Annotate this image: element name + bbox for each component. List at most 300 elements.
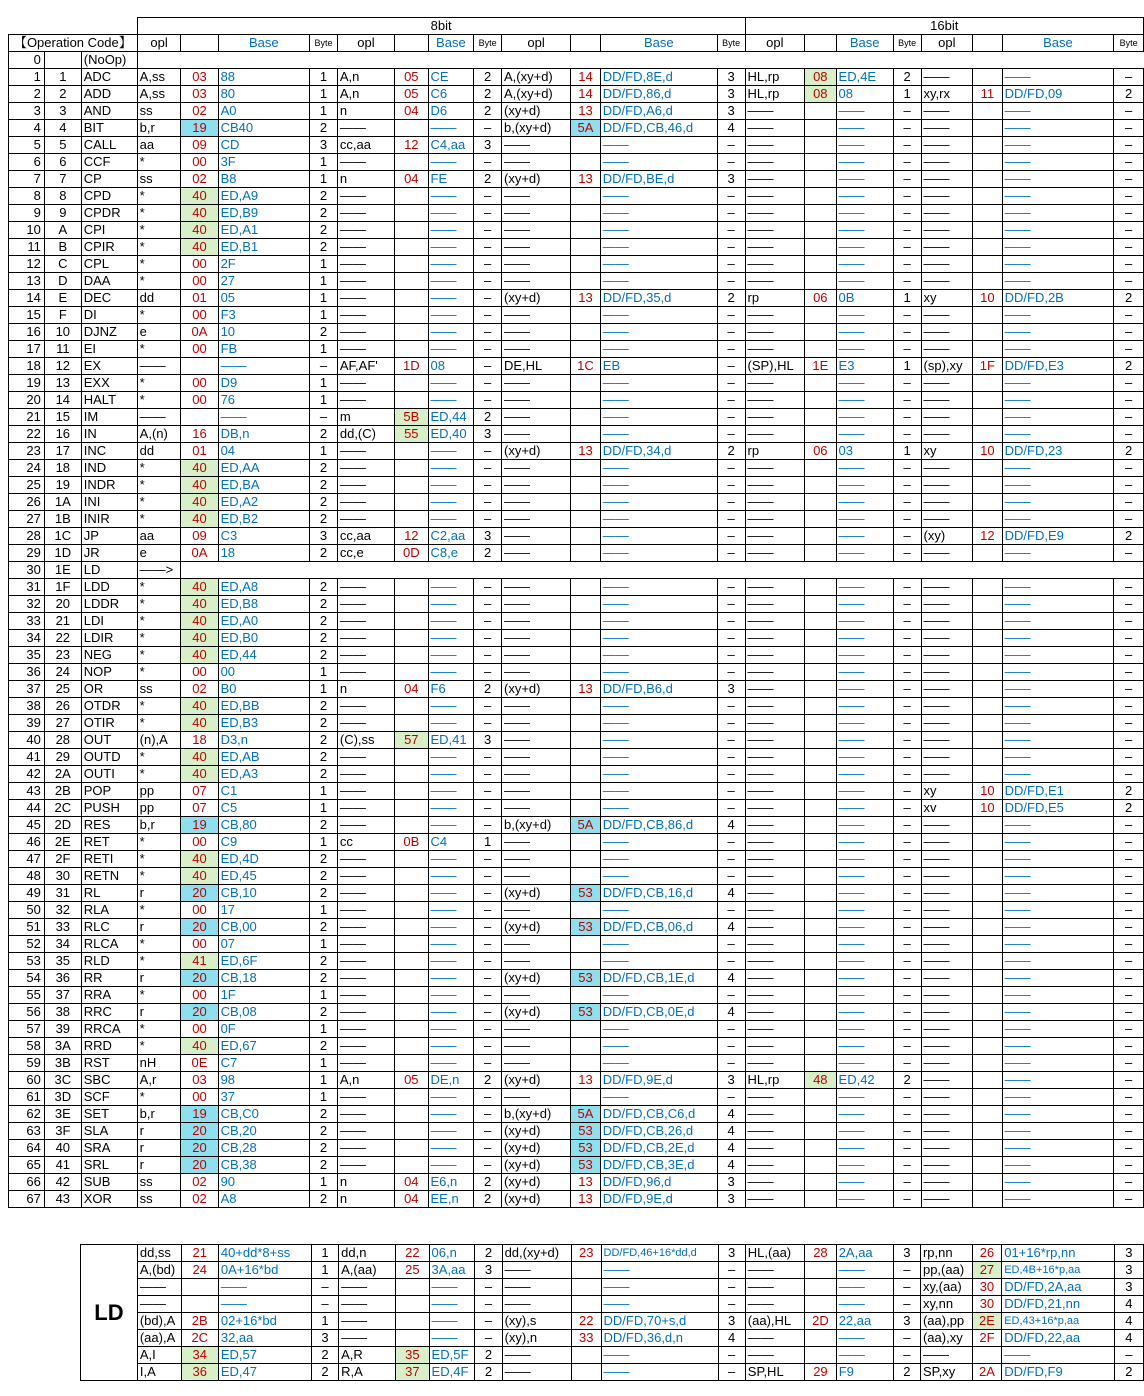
opcode <box>395 154 428 171</box>
base: DD/FD,9E,d <box>600 1072 717 1089</box>
byte: – <box>1114 1004 1144 1021</box>
byte: – <box>717 154 745 171</box>
opcode: 21 <box>181 1245 218 1262</box>
byte: 1 <box>893 290 921 307</box>
opcode <box>571 1021 601 1038</box>
opcode: 5A <box>571 120 601 137</box>
row-index: 56 <box>9 1004 45 1021</box>
opl: —— <box>921 1089 973 1106</box>
byte: – <box>717 834 745 851</box>
row-index: 45 <box>9 817 45 834</box>
opcode <box>571 324 601 341</box>
byte: – <box>474 324 502 341</box>
base: DD/FD,F9 <box>1002 1364 1114 1381</box>
base: —— <box>1002 137 1114 154</box>
base: —— <box>1002 1055 1114 1072</box>
table-row <box>9 222 1144 239</box>
mnemonic: RES <box>81 817 137 834</box>
opl: —— <box>337 987 394 1004</box>
row-index: 39 <box>9 715 45 732</box>
opcode <box>805 732 836 749</box>
opcode <box>395 375 428 392</box>
opl: (xy+d) <box>502 1072 571 1089</box>
row-index: 55 <box>9 987 45 1004</box>
mnemonic: RET <box>81 834 137 851</box>
opl: —— <box>337 783 394 800</box>
base: —— <box>601 1279 718 1296</box>
mnemonic: DAA <box>81 273 137 290</box>
byte: 2 <box>310 698 338 715</box>
hex-index: 8 <box>44 188 81 205</box>
byte: – <box>893 953 921 970</box>
base: —— <box>428 1021 474 1038</box>
opcode <box>973 171 1003 188</box>
byte: 4 <box>718 1330 745 1347</box>
base: —— <box>836 902 893 919</box>
opl: —— <box>921 69 973 86</box>
byte: 4 <box>717 970 745 987</box>
byte: – <box>474 460 502 477</box>
header-operation-code: 【Operation Code】 <box>9 35 138 52</box>
hex-index: 42 <box>44 1174 81 1191</box>
opl: —— <box>337 460 394 477</box>
base: DD/FD,B6,d <box>600 681 717 698</box>
base: —— <box>836 715 893 732</box>
base: —— <box>1002 579 1114 596</box>
row-index: 63 <box>9 1123 45 1140</box>
opl: —— <box>921 1106 973 1123</box>
opl: —— <box>921 256 973 273</box>
byte: 1 <box>310 273 338 290</box>
mnemonic: OTIR <box>81 715 137 732</box>
opcode <box>973 749 1003 766</box>
base: —— <box>836 392 893 409</box>
opcode: 20 <box>181 1123 218 1140</box>
base: —— <box>600 460 717 477</box>
byte: – <box>1114 1038 1144 1055</box>
opl: —— <box>337 511 394 528</box>
byte: 2 <box>310 477 338 494</box>
opcode <box>571 1038 601 1055</box>
opl: —— <box>745 1330 804 1347</box>
byte: – <box>1114 1021 1144 1038</box>
byte: – <box>474 1038 502 1055</box>
opcode: 08 <box>805 86 836 103</box>
byte: – <box>474 1106 502 1123</box>
opl: —— <box>745 902 805 919</box>
opl: b,r <box>137 817 181 834</box>
opcode <box>395 1157 428 1174</box>
byte: – <box>893 817 921 834</box>
opl: —— <box>502 613 571 630</box>
byte: – <box>474 205 502 222</box>
base: —— <box>1002 1004 1114 1021</box>
byte: – <box>1114 426 1144 443</box>
byte: – <box>1114 902 1144 919</box>
mnemonic: LDDR <box>81 596 137 613</box>
byte: 3 <box>717 1072 745 1089</box>
opl: cc,aa <box>337 137 394 154</box>
base: —— <box>836 1330 893 1347</box>
hex-index: 3C <box>44 1072 81 1089</box>
byte: – <box>893 222 921 239</box>
mnemonic: LDIR <box>81 630 137 647</box>
opcode: 13 <box>571 1072 601 1089</box>
opl: (xy),s <box>502 1313 571 1330</box>
opl: —— <box>745 715 805 732</box>
byte: 2 <box>310 222 338 239</box>
opl: AF,AF' <box>337 358 394 375</box>
header-opl: opl <box>921 35 973 52</box>
table-row <box>9 1106 1144 1123</box>
base: —— <box>836 341 893 358</box>
opcode <box>571 545 601 562</box>
opl: —— <box>745 851 805 868</box>
base: DD/FD,2A,aa <box>1002 1279 1114 1296</box>
opcode <box>973 715 1003 732</box>
opcode: 30 <box>972 1279 1002 1296</box>
opcode: 27 <box>972 1262 1002 1279</box>
byte: 4 <box>717 885 745 902</box>
opcode <box>395 596 428 613</box>
byte: – <box>717 375 745 392</box>
byte: – <box>1114 1174 1144 1191</box>
row-index: 31 <box>9 579 45 596</box>
opl: —— <box>337 817 394 834</box>
mnemonic: JR <box>81 545 137 562</box>
base: 40+dd*8+ss <box>218 1245 311 1262</box>
opcode <box>181 358 218 375</box>
opl: —— <box>337 1140 394 1157</box>
opl: * <box>137 868 181 885</box>
opl: —— <box>745 596 805 613</box>
byte: 2 <box>311 1347 338 1364</box>
opl: —— <box>337 1123 394 1140</box>
opl: —— <box>502 851 571 868</box>
ld-row <box>81 1313 1144 1330</box>
byte: 2 <box>475 1364 502 1381</box>
opcode: 04 <box>395 1191 428 1208</box>
base: —— <box>1002 324 1114 341</box>
byte: 1 <box>311 1313 338 1330</box>
byte: – <box>893 851 921 868</box>
base: E6,n <box>428 1174 474 1191</box>
opcode: 40 <box>181 766 218 783</box>
ld-rows <box>81 1245 1144 1381</box>
opl: —— <box>337 613 394 630</box>
opcode <box>973 324 1003 341</box>
byte: 4 <box>717 1106 745 1123</box>
opl: —— <box>337 1004 394 1021</box>
opcode <box>396 1330 429 1347</box>
opcode <box>973 477 1003 494</box>
byte: – <box>893 834 921 851</box>
byte: – <box>893 256 921 273</box>
hex-index: 39 <box>44 1021 81 1038</box>
opl: —— <box>502 426 571 443</box>
hex-index: 6 <box>44 154 81 171</box>
byte: 3 <box>893 1245 920 1262</box>
base: ED,BA <box>218 477 310 494</box>
base: —— <box>428 205 474 222</box>
opcode <box>805 1157 836 1174</box>
byte: 3 <box>310 528 338 545</box>
opl: —— <box>745 766 805 783</box>
row-index: 33 <box>9 613 45 630</box>
opcode: 53 <box>571 1157 601 1174</box>
opcode <box>395 698 428 715</box>
byte: 1 <box>310 664 338 681</box>
row-index: 10 <box>9 222 45 239</box>
opl: cc,aa <box>337 528 394 545</box>
opcode <box>395 1089 428 1106</box>
mnemonic: AND <box>81 103 137 120</box>
opl: —— <box>921 239 973 256</box>
opl: —— <box>337 800 394 817</box>
base: CB,18 <box>218 970 310 987</box>
opl: ss <box>137 103 181 120</box>
table-row <box>9 375 1144 392</box>
opcode <box>973 953 1003 970</box>
opcode <box>973 137 1003 154</box>
byte: – <box>474 511 502 528</box>
opl: b,r <box>137 120 181 137</box>
opcode <box>805 783 836 800</box>
opcode <box>805 171 836 188</box>
opl: —— <box>337 1089 394 1106</box>
opcode: 20 <box>181 970 218 987</box>
opl: —— <box>745 1279 804 1296</box>
base: ED,67 <box>218 1038 310 1055</box>
base: —— <box>836 120 893 137</box>
opl: —— <box>745 205 805 222</box>
base: DD/FD,CB,1E,d <box>600 970 717 987</box>
opcode: 5B <box>395 409 428 426</box>
opcode: 40 <box>181 851 218 868</box>
opcode: 14 <box>571 69 601 86</box>
opcode <box>805 494 836 511</box>
base: —— <box>836 171 893 188</box>
byte: – <box>474 868 502 885</box>
byte: – <box>717 137 745 154</box>
opl: —— <box>502 800 571 817</box>
base: ED,AB <box>218 749 310 766</box>
header-base: Base <box>428 35 474 52</box>
opl: —— <box>745 970 805 987</box>
opcode <box>805 613 836 630</box>
opl: —— <box>337 205 394 222</box>
byte: – <box>311 1296 338 1313</box>
opcode: 14 <box>571 86 601 103</box>
mnemonic: RRA <box>81 987 137 1004</box>
byte: – <box>474 341 502 358</box>
base: —— <box>1002 698 1114 715</box>
byte: – <box>1114 953 1144 970</box>
opcode <box>395 392 428 409</box>
opcode: 10 <box>973 800 1003 817</box>
hex-index: 1D <box>44 545 81 562</box>
opl: —— <box>339 1330 396 1347</box>
opcode <box>571 630 601 647</box>
opcode <box>572 1296 601 1313</box>
opl: —— <box>745 324 805 341</box>
base: —— <box>428 936 474 953</box>
base: —— <box>836 103 893 120</box>
base: DD/FD,96,d <box>600 1174 717 1191</box>
mnemonic: JP <box>81 528 137 545</box>
hex-index: 2 <box>44 86 81 103</box>
opl: —— <box>745 154 805 171</box>
mnemonic: SLA <box>81 1123 137 1140</box>
base: —— <box>428 324 474 341</box>
byte: – <box>474 851 502 868</box>
base: —— <box>1002 749 1114 766</box>
opl: —— <box>502 1296 571 1313</box>
base: —— <box>600 715 717 732</box>
opcode: 10 <box>973 443 1003 460</box>
base: —— <box>600 137 717 154</box>
opl: —— <box>745 1089 805 1106</box>
byte: 2 <box>474 69 502 86</box>
byte: – <box>717 409 745 426</box>
byte: – <box>717 477 745 494</box>
opcode <box>973 936 1003 953</box>
byte: – <box>1114 749 1144 766</box>
base: —— <box>836 953 893 970</box>
opcode <box>395 341 428 358</box>
table-row <box>9 256 1144 273</box>
opcode <box>973 392 1003 409</box>
opcode <box>395 324 428 341</box>
opcode <box>973 1021 1003 1038</box>
opl: * <box>137 630 181 647</box>
header-base: Base <box>836 35 893 52</box>
ld-row <box>81 1330 1144 1347</box>
mnemonic: IN <box>81 426 137 443</box>
byte: – <box>717 1021 745 1038</box>
opl: —— <box>502 630 571 647</box>
opl: —— <box>502 936 571 953</box>
byte: – <box>1114 647 1144 664</box>
opcode <box>571 188 601 205</box>
byte: 1 <box>310 103 338 120</box>
opcode-table <box>8 17 1144 1208</box>
hex-index: 2C <box>44 800 81 817</box>
opcode <box>973 205 1003 222</box>
opl: —— <box>921 613 973 630</box>
base: ED,A9 <box>218 188 310 205</box>
byte: 2 <box>474 1191 502 1208</box>
base: —— <box>428 239 474 256</box>
opcode: 2D <box>805 1313 836 1330</box>
base: 3F <box>218 154 310 171</box>
opl: SP,xy <box>920 1364 972 1381</box>
row-index: 29 <box>9 545 45 562</box>
opl: (n),A <box>137 732 181 749</box>
opl: —— <box>337 749 394 766</box>
opl: A,(aa) <box>339 1262 396 1279</box>
base: —— <box>1002 681 1114 698</box>
opl: —— <box>745 375 805 392</box>
opcode: 12 <box>395 528 428 545</box>
opl: —— <box>745 647 805 664</box>
opcode: 40 <box>181 613 218 630</box>
opl: A,n <box>337 1072 394 1089</box>
base: —— <box>836 1262 893 1279</box>
opcode <box>805 375 836 392</box>
base: —— <box>600 1021 717 1038</box>
base: DD/FD,CB,2E,d <box>600 1140 717 1157</box>
byte: – <box>893 120 921 137</box>
byte: – <box>893 1055 921 1072</box>
opcode: 40 <box>181 647 218 664</box>
ld-row <box>81 1279 1144 1296</box>
opcode <box>805 273 836 290</box>
hex-index: 1E <box>44 562 81 579</box>
byte: – <box>474 1021 502 1038</box>
byte: – <box>893 341 921 358</box>
opl: * <box>137 477 181 494</box>
byte: – <box>474 494 502 511</box>
opl: (aa),HL <box>745 1313 804 1330</box>
opcode: 19 <box>181 1106 218 1123</box>
byte: 4 <box>717 919 745 936</box>
opl: —— <box>921 1191 973 1208</box>
opcode <box>181 1296 218 1313</box>
opcode: 00 <box>181 307 218 324</box>
opl: * <box>137 579 181 596</box>
base: —— <box>600 749 717 766</box>
opcode <box>571 392 601 409</box>
opl: —— <box>921 851 973 868</box>
byte: – <box>717 766 745 783</box>
byte: 3 <box>1114 1262 1143 1279</box>
opl: —— <box>745 222 805 239</box>
mnemonic: OTDR <box>81 698 137 715</box>
table-row <box>9 936 1144 953</box>
opcode: 40 <box>181 511 218 528</box>
byte: – <box>893 1140 921 1157</box>
opl: —— <box>502 1364 571 1381</box>
byte: – <box>893 239 921 256</box>
base: —— <box>836 919 893 936</box>
opl: —— <box>921 936 973 953</box>
opl: —— <box>337 698 394 715</box>
opcode-rows <box>9 69 1144 1208</box>
opl: —— <box>337 494 394 511</box>
opcode <box>805 205 836 222</box>
base: 1F <box>218 987 310 1004</box>
base: 08 <box>836 86 893 103</box>
byte: – <box>474 647 502 664</box>
opcode: 28 <box>805 1245 836 1262</box>
opcode <box>572 1279 601 1296</box>
opl: (xy+d) <box>502 885 571 902</box>
mnemonic: RRD <box>81 1038 137 1055</box>
byte: – <box>310 409 338 426</box>
byte: – <box>893 545 921 562</box>
opcode: 35 <box>396 1347 429 1364</box>
base: DD/FD,CB,0E,d <box>600 1004 717 1021</box>
base: DD/FD,BE,d <box>600 171 717 188</box>
mnemonic: SBC <box>81 1072 137 1089</box>
base: —— <box>429 1279 475 1296</box>
opl: pp <box>137 783 181 800</box>
opl: —— <box>921 511 973 528</box>
mnemonic: PUSH <box>81 800 137 817</box>
opcode <box>973 579 1003 596</box>
opl: * <box>137 307 181 324</box>
